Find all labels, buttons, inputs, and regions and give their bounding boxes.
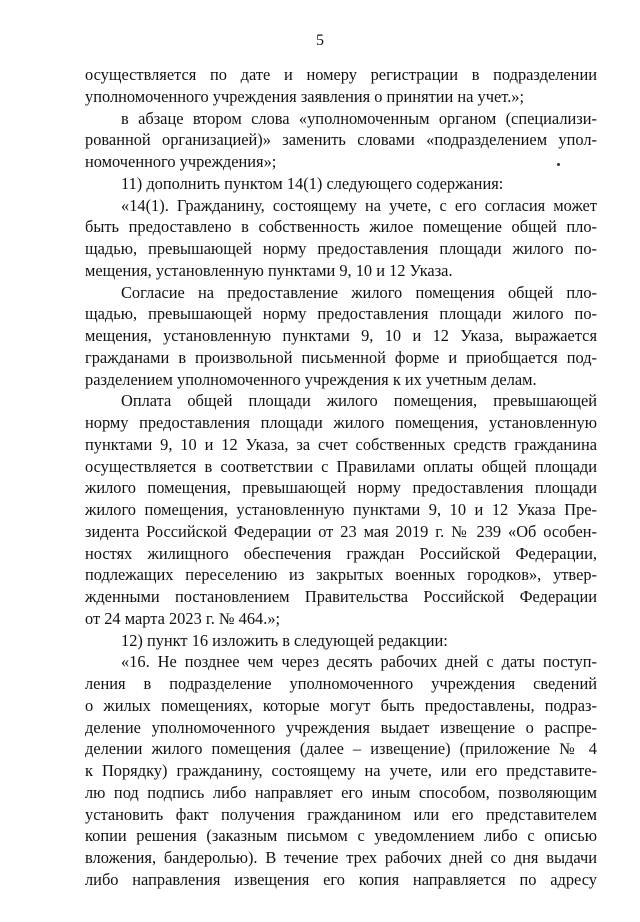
text-line: мещения, установленную пунктами 9, 10 и 12 Указа. bbox=[85, 260, 453, 280]
text-line: от 24 марта 2023 г. № 464.»; bbox=[85, 608, 281, 628]
text-line: 11) дополнить пунктом 14(1) следующего содержания: bbox=[121, 173, 504, 193]
text-line: норму предоставления площади жилого помещения, установленную bbox=[85, 413, 597, 432]
text-line: рованной организацией)» заменить словами «подразделением упол- bbox=[85, 130, 597, 150]
text-line: в абзаце втором слова «уполномоченным органом (специализи- bbox=[121, 108, 597, 128]
text-line: быть предоставлено в собственность жилое помещение общей пло- bbox=[85, 217, 597, 237]
page-number: 5 bbox=[316, 32, 324, 49]
text-line: щадью, превышающей норму предоставления площади жилого по- bbox=[85, 239, 597, 258]
text-line: ностях жилищного обеспечения граждан Российской Федерации, bbox=[85, 543, 597, 563]
text-line: подлежащих переселению из закрытых военных городков», утвер- bbox=[85, 565, 597, 585]
document-body bbox=[85, 64, 597, 891]
text-line: Оплата общей площади жилого помещения, превышающей bbox=[121, 391, 597, 411]
text-line: ления в подразделение уполномоченного учреждения сведений bbox=[85, 674, 597, 693]
text-line: жилого помещения, установленную пунктами 9, 10 и 12 Указа Пре- bbox=[85, 500, 597, 519]
text-line: к Порядку) гражданину, состоящему на учете, или его представите- bbox=[85, 761, 597, 780]
text-line: пунктами 9, 10 и 12 Указа, за счет собственных средств гражданина bbox=[85, 434, 597, 454]
text-line: «16. Не позднее чем через десять рабочих дней с даты поступ- bbox=[121, 652, 597, 672]
text-line: делении жилого помещения (далее – извещение) (приложение № 4 bbox=[85, 739, 597, 759]
text-line: мещения, установленную пунктами 9, 10 и 12 Указа, выражается bbox=[85, 326, 597, 345]
text-line: установить факт получения гражданином или его представителем bbox=[85, 804, 597, 824]
text-line: либо направления извещения его копия направляется по адресу bbox=[85, 869, 597, 889]
text-line: гражданами в произвольной письменной форме и приобщается под- bbox=[85, 347, 597, 367]
text-line: 12) пункт 16 изложить в следующей редакции: bbox=[121, 630, 448, 650]
text-line: копии решения (заказным письмом с уведомлением либо с описью bbox=[85, 826, 597, 846]
text-line: жилого помещения, превышающей норму предоставления площади bbox=[85, 478, 597, 498]
text-line: о жилых помещениях, которые могут быть предоставлены, подраз- bbox=[85, 695, 597, 715]
text-line: «14(1). Гражданину, состоящему на учете, с его согласия может bbox=[121, 195, 597, 215]
text-line: лю под подпись либо направляет его иным способом, позволяющим bbox=[85, 782, 597, 802]
text-line: номоченного учреждения»; bbox=[85, 152, 277, 171]
text-line: осуществляется по дате и номеру регистрации в подразделении bbox=[85, 65, 597, 84]
text-line: зидента Российской Федерации от 23 мая 2019 г. № 239 «Об особен- bbox=[85, 521, 597, 541]
text-line: щадью, превышающей норму предоставления площади жилого по- bbox=[85, 304, 597, 324]
text-line: осуществляется в соответствии с Правилами оплаты общей площади bbox=[85, 456, 597, 476]
text-line: Согласие на предоставление жилого помещения общей пло- bbox=[121, 282, 597, 302]
text-line: деление уполномоченного учреждения выдает извещение о распре- bbox=[85, 717, 597, 737]
text-line: жденными постановлением Правительства Российской Федерации bbox=[85, 587, 597, 606]
text-line: разделением уполномоченного учреждения к их учетным делам. bbox=[85, 369, 537, 389]
text-line: уполномоченного учреждения заявления о принятии на учет.»; bbox=[85, 86, 525, 106]
text-line: вложения, бандеролью). В течение трех рабочих дней со дня выдачи bbox=[85, 848, 597, 867]
